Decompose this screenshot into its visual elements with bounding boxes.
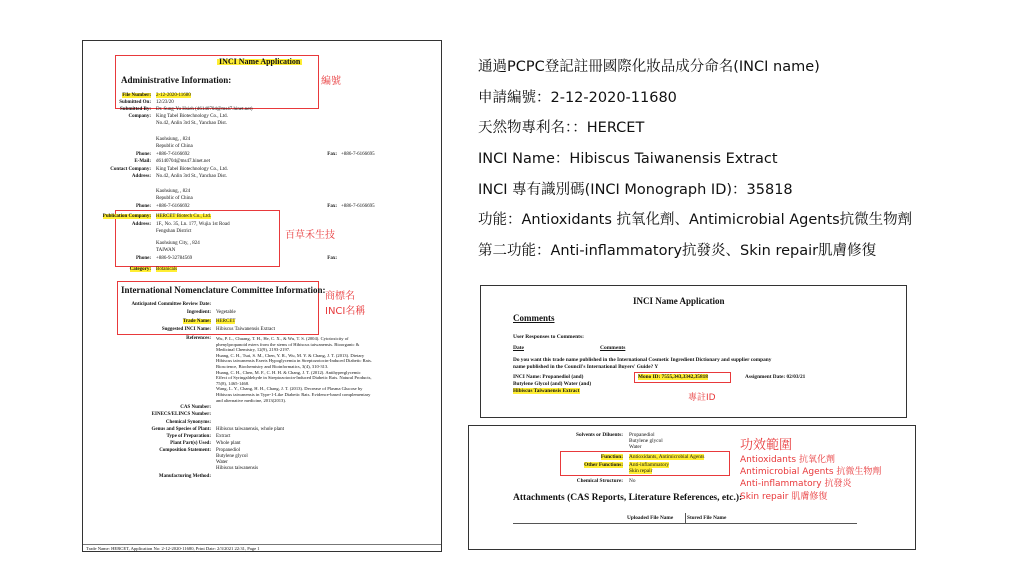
composition-3: Water	[216, 460, 228, 465]
contact-phone-label: Phone:	[136, 204, 151, 209]
trade-name-label: Trade Name:	[182, 319, 211, 324]
references-label: References:	[186, 336, 211, 341]
solvent-1: Propanediol	[629, 432, 655, 438]
pub-company-label: Publication Company:	[102, 214, 151, 219]
info-line-trade-name: 天然物專利名：：HERCET	[478, 120, 645, 137]
pub-company-value: HERCET Biotech Co., Ltd.	[156, 214, 212, 219]
company-label: Company:	[128, 114, 151, 119]
comments-doc-title: INCI Name Application	[633, 296, 725, 306]
category-label: Category:	[129, 267, 151, 272]
reference-line: 75(8), 1465-1468.	[216, 380, 250, 386]
other-function-1: Anti-inflammatory	[629, 462, 670, 468]
inci-name-line: INCI Name: Propanediol (and)	[513, 374, 584, 380]
other-function-2: Skin repair	[629, 468, 653, 474]
note-function-title: 功效範圍	[740, 438, 793, 453]
inci-name-line2: Butylene Glycol (and) Water (and)	[513, 381, 592, 387]
file-number-value: 2-12-2020-11680	[156, 93, 191, 98]
other-functions-label: Other Functions:	[584, 462, 623, 468]
intl-heading: International Nomenclature Committee Information:	[121, 285, 326, 295]
reference-line: Hibiscus taiwanensis Exerts Hypoglycemia in Streptozotocin-Induced Diabetic Rats.	[216, 358, 372, 364]
doc-footer: Trade Name: HERCET, Application No: 2-12-2020-11680, Print Date: 2/3/2021 22:31, Page 1	[86, 546, 260, 551]
info-line-pcpc: 通過PCPC登記註冊國際化妝品成分命名(INCI name)	[478, 59, 820, 75]
note-mono-id: 專註ID	[688, 393, 716, 403]
publish-question-1: Do you want this trade name published in the International Cosmetic Ingredient Dictionary and supplier company	[513, 357, 772, 363]
genus-label: Genus and Species of Plant:	[151, 427, 211, 432]
pub-address: 1F., No. 35, Ln. 177, Wujia 1st Road	[156, 222, 230, 227]
reference-line: Bioscience, Biochemistry and Bioinformatics, 3(4), 310-313.	[216, 364, 329, 369]
ingredient-value: Vegetable	[216, 310, 236, 315]
inci-name-line3: Hibiscus Taiwanensis Extract	[513, 388, 580, 394]
col-date: Date	[513, 345, 524, 351]
phone-label: Phone:	[136, 152, 151, 157]
ingredient-label: Ingredient:	[186, 310, 211, 315]
col-uploaded: Uploaded File Name	[627, 515, 674, 521]
fax-value: +886-7-6166695	[341, 152, 375, 157]
submitted-by-label: Submitted By:	[120, 107, 151, 112]
chem-syn-label: Chemical Synonyms:	[165, 420, 211, 425]
pub-district: Fengshan District	[156, 229, 192, 234]
note-pub-company: 百草禾生技	[285, 230, 335, 241]
submitted-by-value: Dr. Sung-Yu Hsieh (d6140704@ms47.hinet.net)	[156, 107, 253, 112]
attachments-rule	[513, 523, 857, 524]
info-line-function: 功能：Antioxidants 抗氧化劑、Antimicrobial Agents抗微生物劑	[478, 212, 913, 229]
pub-address-label: Address:	[131, 222, 151, 227]
plant-part-value: Whole plant	[216, 441, 241, 446]
pub-fax-label: Fax:	[327, 256, 337, 261]
info-line-monograph-id: INCI 專有識別碼(INCI Monograph ID)：35818	[478, 181, 793, 198]
comments-heading: Comments	[513, 313, 555, 323]
info-line-inci-name: INCI Name：Hibiscus Taiwanensis Extract	[478, 151, 778, 168]
email-value: d6140704@ms47.hinet.net	[156, 159, 211, 164]
prep-label: Type of Preparation:	[166, 434, 211, 439]
contact-phone: +886-7-6166692	[156, 204, 190, 209]
composition-4: Hibiscus taiwanensis	[216, 466, 259, 471]
company-address: No.42, Anlin 3rd St., Yanchao Dist.	[156, 121, 227, 126]
note-inci-name: INCI名稱	[325, 306, 366, 317]
cas-label: CAS Number:	[180, 405, 211, 410]
function-label: Function:	[600, 454, 623, 460]
inci-application-document	[82, 40, 442, 552]
prep-value: Extract	[216, 434, 231, 439]
plant-part-label: Plant Part(s) Used:	[170, 441, 211, 446]
reference-line: phenylpropanoid esters from the stems of Hibiscus taiwanensis. Bioorganic &	[216, 341, 360, 347]
company-value: King Tabel Biotechnology Co., Ltd.	[156, 114, 228, 119]
category-value: Botanicals	[156, 267, 178, 272]
reference-line: Hibiscus taiwanensis in Type-1-Like Diabetic Rats. Evidence-based complementary	[216, 392, 371, 397]
info-line-other-function: 第二功能：Anti-inflammatory抗發炎、Skin repair肌膚修復	[478, 243, 877, 260]
contact-country: Republic of China	[156, 196, 193, 201]
solvent-2: Butylene glycol	[629, 438, 663, 444]
note-function-2: Antimicrobial Agents 抗微生物劑	[740, 467, 882, 477]
genus-value: Hibiscus taiwanensis, whole plant	[216, 427, 285, 432]
phone-value: +886-7-6166692	[156, 152, 190, 157]
footer-rule	[83, 544, 442, 545]
pub-city: Kaohsiung City, , 824	[156, 241, 200, 246]
note-file-number: 編號	[321, 76, 341, 87]
reference-line: and alternative medicine, 2013(2013).	[216, 397, 287, 403]
note-function-1: Antioxidants 抗氧化劑	[740, 455, 835, 465]
function-value: Antioxidants, Antimicrobial Agents	[629, 454, 705, 460]
function-document	[468, 425, 916, 550]
chem-structure-label: Chemical Structure:	[576, 478, 623, 484]
company-city: Kaohsiung, , 824	[156, 137, 191, 142]
einecs-label: EINECS/ELINCS Number:	[151, 412, 211, 417]
fax-label: Fax:	[327, 152, 337, 157]
comments-document	[480, 285, 907, 418]
submitted-on-value: 12/23/20	[156, 100, 174, 105]
review-date-label: Anticipated Committee Review Date:	[131, 302, 211, 307]
contact-city: Kaohsiung, , 824	[156, 189, 191, 194]
info-line-file-number: 申請編號：2-12-2020-11680	[478, 89, 677, 106]
user-responses: User Responses to Comments:	[513, 334, 584, 340]
reference-line: Effect of Syringaldehyde in Streptozotocin-Induced Diabetic Rats. Natural Products,	[216, 375, 372, 381]
contact-fax-label: Fax:	[327, 204, 337, 209]
composition-label: Composition Statement:	[159, 448, 211, 453]
contact-address-label: Address:	[131, 174, 151, 179]
manufacturing-label: Manufacturing Method:	[158, 474, 211, 479]
company-country: Republic of China	[156, 144, 193, 149]
contact-fax: +886-7-6166695	[341, 204, 375, 209]
contact-company-label: Contact Company:	[110, 167, 151, 172]
note-function-3: Anti-inflammatory 抗發炎	[740, 479, 852, 489]
reference-line: Medicinal Chemistry, 12(9), 2193-2197.	[216, 347, 291, 353]
attachments-col-divider	[685, 513, 686, 523]
trade-name-value: HERCET	[216, 319, 236, 324]
reference-line: Huang, C. H., Tsai, S. M., Chen, Y. R., Wu, M. Y. & Chang, J. T. (2013). Dietary	[216, 352, 365, 358]
suggested-inci-value: Hibiscus Taiwanensis Extract	[216, 327, 275, 332]
solvents-label: Solvents or Diluents:	[576, 432, 623, 438]
info-summary	[478, 57, 998, 272]
composition-1: Propanediol	[216, 448, 241, 453]
solvent-3: Water	[629, 444, 642, 450]
pub-phone-label: Phone:	[136, 256, 151, 261]
col-stored: Stored File Name	[687, 515, 727, 521]
reference-line: Huang, C. H., Chen, M. F., C. H. H. & Chang, J. T. (2012). Antihyperglycemic	[216, 369, 361, 375]
file-number-label: File Number:	[122, 93, 151, 98]
note-trade-name: 商標名	[325, 291, 355, 302]
reference-line: Wu, P. L., Chuang, T. H., He, C. X., & Wu, T. S. (2004). Cytotoxicity of	[216, 336, 349, 341]
publish-question-2: name published in the Council's International Buyers' Guide? Y	[513, 364, 659, 370]
pub-phone: +886-9-32784569	[156, 256, 193, 261]
suggested-inci-label: Suggested INCI Name:	[161, 327, 211, 332]
chem-structure-value: No	[629, 478, 636, 484]
composition-2: Butylene glycol	[216, 454, 248, 459]
assignment-date: Assignment Date: 02/03/21	[745, 374, 806, 380]
email-label: E-Mail:	[134, 159, 151, 164]
note-function-4: Skin repair 肌膚修復	[740, 492, 828, 502]
col-comments: Comments	[600, 345, 626, 351]
attachments-heading: Attachments (CAS Reports, Literature References, etc.):	[513, 493, 743, 503]
doc-title: INCI Name Application	[219, 57, 301, 66]
pub-country: TAIWAN	[156, 248, 176, 253]
reference-line: Wang, L. Y., Chang, H. H., Chang, J. T. (2013). Decrease of Plasma Glucose by	[216, 386, 363, 392]
admin-heading: Administrative Information:	[121, 75, 232, 85]
contact-company-value: King Tabel Biotechnology Co., Ltd.	[156, 167, 228, 172]
submitted-on-label: Submitted On:	[119, 100, 151, 105]
contact-address: No.42, Anlin 3rd St., Yanchao Dist.	[156, 174, 227, 179]
mono-id: Mono ID: 7555,343,3342,35818	[638, 374, 708, 380]
